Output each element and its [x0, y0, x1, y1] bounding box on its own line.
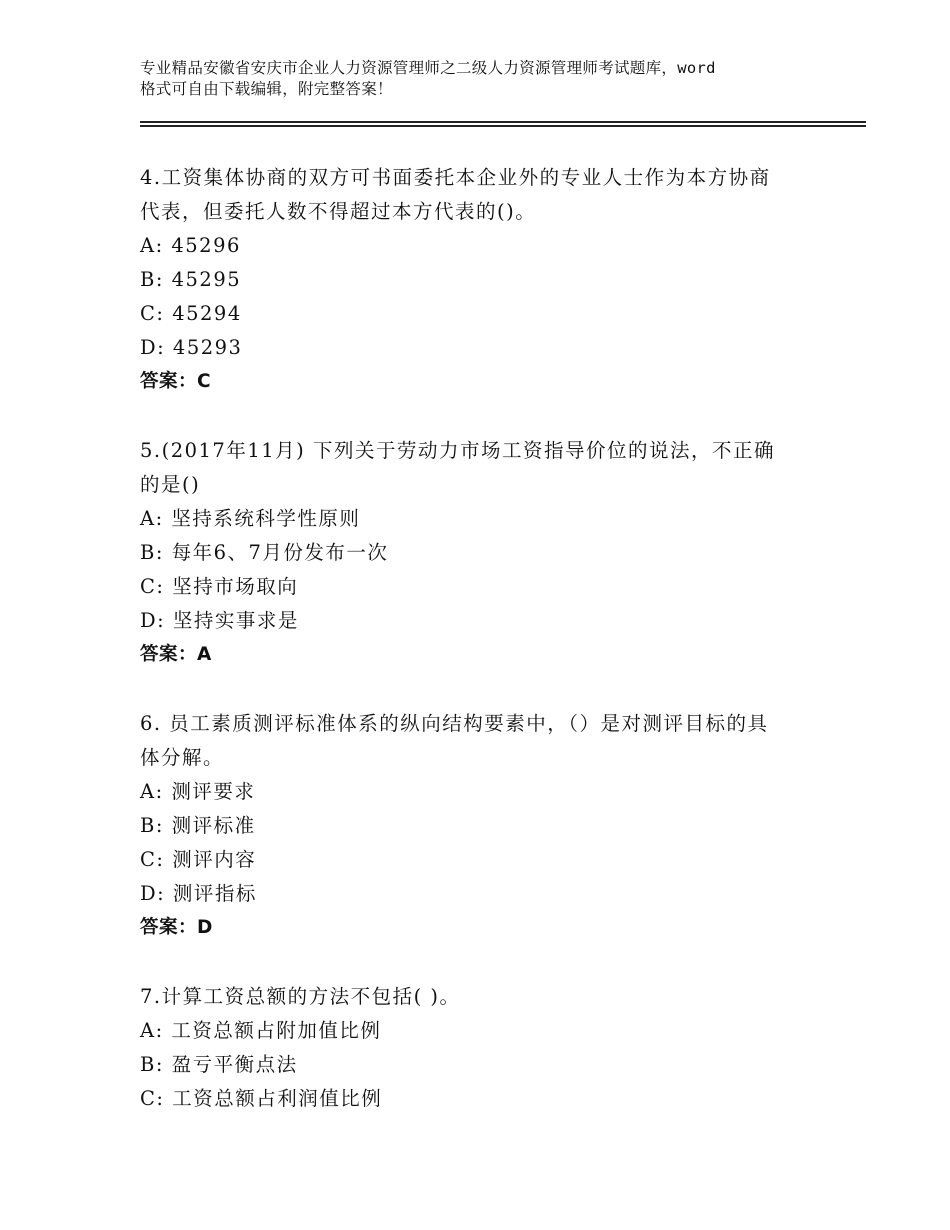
option-text: 测评指标 [172, 882, 257, 905]
option-text: 45296 [171, 234, 241, 257]
question-stem [140, 707, 820, 775]
option-letter: D: [140, 336, 166, 359]
question-7 [140, 980, 820, 1116]
option-c [140, 1082, 820, 1116]
option-c [140, 570, 820, 604]
option-text: 每年6、7月份发布一次 [171, 541, 389, 564]
option-text: 盈亏平衡点法 [171, 1053, 298, 1076]
option-d [140, 877, 820, 911]
option-text: 坚持实事求是 [172, 609, 299, 632]
option-letter: B: [140, 1053, 164, 1076]
question-stem [140, 161, 820, 229]
answer-label: 答案：A [140, 644, 212, 665]
option-c [140, 843, 820, 877]
option-text: 坚持系统科学性原则 [171, 507, 361, 530]
option-text: 工资总额占附加值比例 [171, 1019, 382, 1042]
document-header [140, 58, 830, 100]
option-letter: A: [140, 780, 164, 803]
option-text: 测评要求 [171, 780, 256, 803]
header-divider-bottom [140, 125, 866, 127]
option-text: 坚持市场取向 [172, 575, 299, 598]
question-stem-line: 6. 员工素质测评标准体系的纵向结构要素中，（）是对测评目标的具 [140, 712, 769, 735]
option-letter: C: [140, 575, 165, 598]
option-b [140, 1048, 820, 1082]
question-stem-line: 体分解。 [140, 746, 225, 769]
question-4 [140, 161, 820, 399]
option-a [140, 502, 820, 536]
option-letter: A: [140, 234, 164, 257]
option-letter: C: [140, 848, 165, 871]
option-letter: B: [140, 268, 164, 291]
answer-label: 答案：C [140, 371, 212, 392]
option-text: 测评内容 [172, 848, 257, 871]
option-b [140, 263, 820, 297]
option-letter: B: [140, 541, 164, 564]
question-stem [140, 980, 820, 1014]
option-b [140, 809, 820, 843]
option-c [140, 297, 820, 331]
option-letter: D: [140, 609, 166, 632]
option-d [140, 604, 820, 638]
option-a [140, 1014, 820, 1048]
question-6 [140, 707, 820, 945]
option-text: 45294 [172, 302, 242, 325]
option-letter: A: [140, 1019, 164, 1042]
answer-label: 答案：D [140, 917, 213, 938]
question-stem-line: 代表，但委托人数不得超过本方代表的()。 [140, 200, 537, 223]
question-stem [140, 434, 820, 502]
header-line-1: 专业精品安徽省安庆市企业人力资源管理师之二级人力资源管理师考试题库，word [140, 59, 716, 77]
option-b [140, 536, 820, 570]
option-text: 工资总额占利润值比例 [172, 1087, 383, 1110]
question-5 [140, 434, 820, 672]
header-line-2: 格式可自由下载编辑，附完整答案！ [140, 80, 393, 98]
question-stem-line: 5.(2017年11月) 下列关于劳动力市场工资指导价位的说法，不正确 [140, 439, 775, 462]
option-letter: C: [140, 1087, 165, 1110]
option-text: 测评标准 [171, 814, 256, 837]
header-divider-top [140, 121, 866, 123]
option-letter: D: [140, 882, 166, 905]
option-letter: A: [140, 507, 164, 530]
option-text: 45293 [172, 336, 243, 359]
option-text: 45295 [171, 268, 242, 291]
question-stem-line: 7.计算工资总额的方法不包括( )。 [140, 985, 461, 1008]
option-a [140, 775, 820, 809]
option-d [140, 331, 820, 365]
option-letter: B: [140, 814, 164, 837]
option-letter: C: [140, 302, 165, 325]
question-stem-line: 的是() [140, 473, 201, 496]
option-a [140, 229, 820, 263]
question-stem-line: 4.工资集体协商的双方可书面委托本企业外的专业人士作为本方协商 [140, 166, 771, 189]
